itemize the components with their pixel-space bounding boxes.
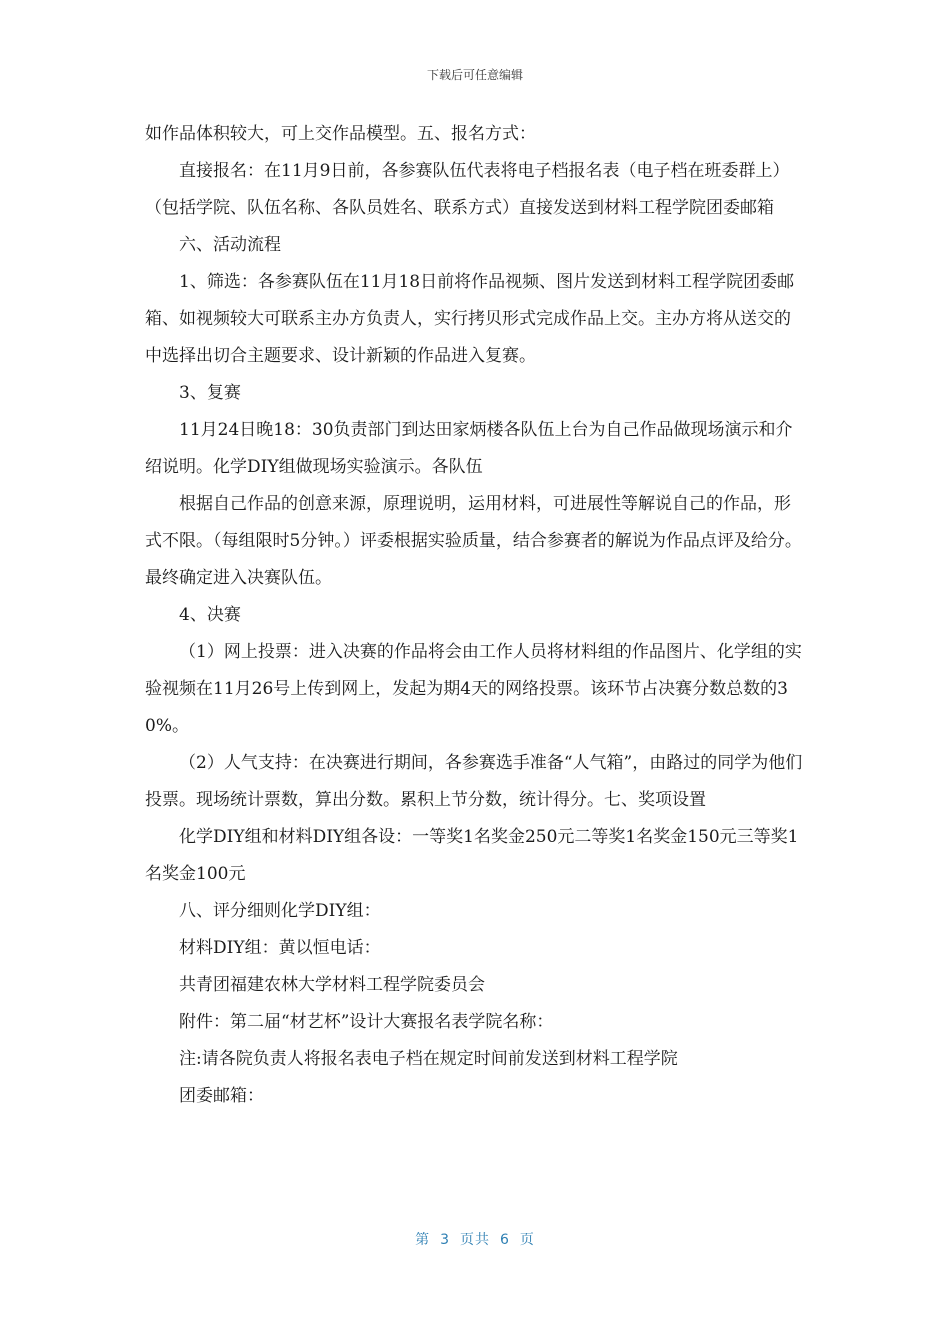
paragraph-15: 附件：第二届“材艺杯”设计大赛报名表学院名称： <box>179 1012 554 1032</box>
footer-total-pages: 6 <box>500 1232 510 1248</box>
paragraph-16: 注:请各院负责人将报名表电子档在规定时间前发送到材料工程学院 <box>179 1049 678 1069</box>
footer-label-after: 页 <box>519 1232 535 1248</box>
paragraph-5: 3、复赛 <box>179 383 241 403</box>
footer-current-page: 3 <box>440 1232 450 1248</box>
paragraph-3: 六、活动流程 <box>179 235 281 255</box>
paragraph-1: 如作品体积较大，可上交作品模型。五、报名方式： <box>145 124 536 144</box>
paragraph-12: 八、评分细则化学DIY组： <box>179 901 381 921</box>
footer-label-middle: 页共 <box>460 1232 490 1248</box>
document-body <box>145 116 807 1115</box>
paragraph-2: 直接报名：在11月9日前，各参赛队伍代表将电子档报名表（电子档在班委群上）（包括学院、队伍名称、各队员姓名、联系方式）直接发送到材料工程学院团委邮箱 <box>145 161 790 218</box>
paragraph-13: 材料DIY组：黄以恒电话： <box>179 938 381 958</box>
paragraph-17: 团委邮箱： <box>179 1086 264 1106</box>
page-header: 下载后可任意编辑 <box>426 68 523 82</box>
paragraph-10: （2）人气支持：在决赛进行期间，各参赛选手准备“人气箱”，由路过的同学为他们投票。现场统计票数，算出分数。累积上节分数，统计得分。七、奖项设置 <box>145 753 803 810</box>
paragraph-11: 化学DIY组和材料DIY组各设：一等奖1名奖金250元二等奖1名奖金150元三等奖1名奖金100元 <box>145 827 799 884</box>
paragraph-4: 1、筛选：各参赛队伍在11月18日前将作品视频、图片发送到材料工程学院团委邮箱、如视频较大可联系主办方负责人，实行拷贝形式完成作品上交。主办方将从送交的中选择出切合主题要求、设计新颖的作品进入复赛。 <box>145 272 795 366</box>
paragraph-6: 11月24日晚18：30负责部门到达田家炳楼各队伍上台为自己作品做现场演示和介绍说明。化学DIY组做现场实验演示。各队伍 <box>145 420 793 477</box>
page-footer <box>0 1229 950 1249</box>
paragraph-14: 共青团福建农林大学材料工程学院委员会 <box>179 975 485 995</box>
footer-label-before: 第 <box>415 1232 431 1248</box>
paragraph-8: 4、决赛 <box>179 605 241 625</box>
paragraph-9: （1）网上投票：进入决赛的作品将会由工作人员将材料组的作品图片、化学组的实验视频在11月26号上传到网上，发起为期4天的网络投票。该环节占决赛分数总数的30%。 <box>145 642 802 736</box>
paragraph-7: 根据自己作品的创意来源，原理说明，运用材料，可进展性等解说自己的作品，形式不限。（每组限时5分钟。）评委根据实验质量，结合参赛者的解说为作品点评及给分。最终确定进入决赛队伍。 <box>145 494 802 588</box>
